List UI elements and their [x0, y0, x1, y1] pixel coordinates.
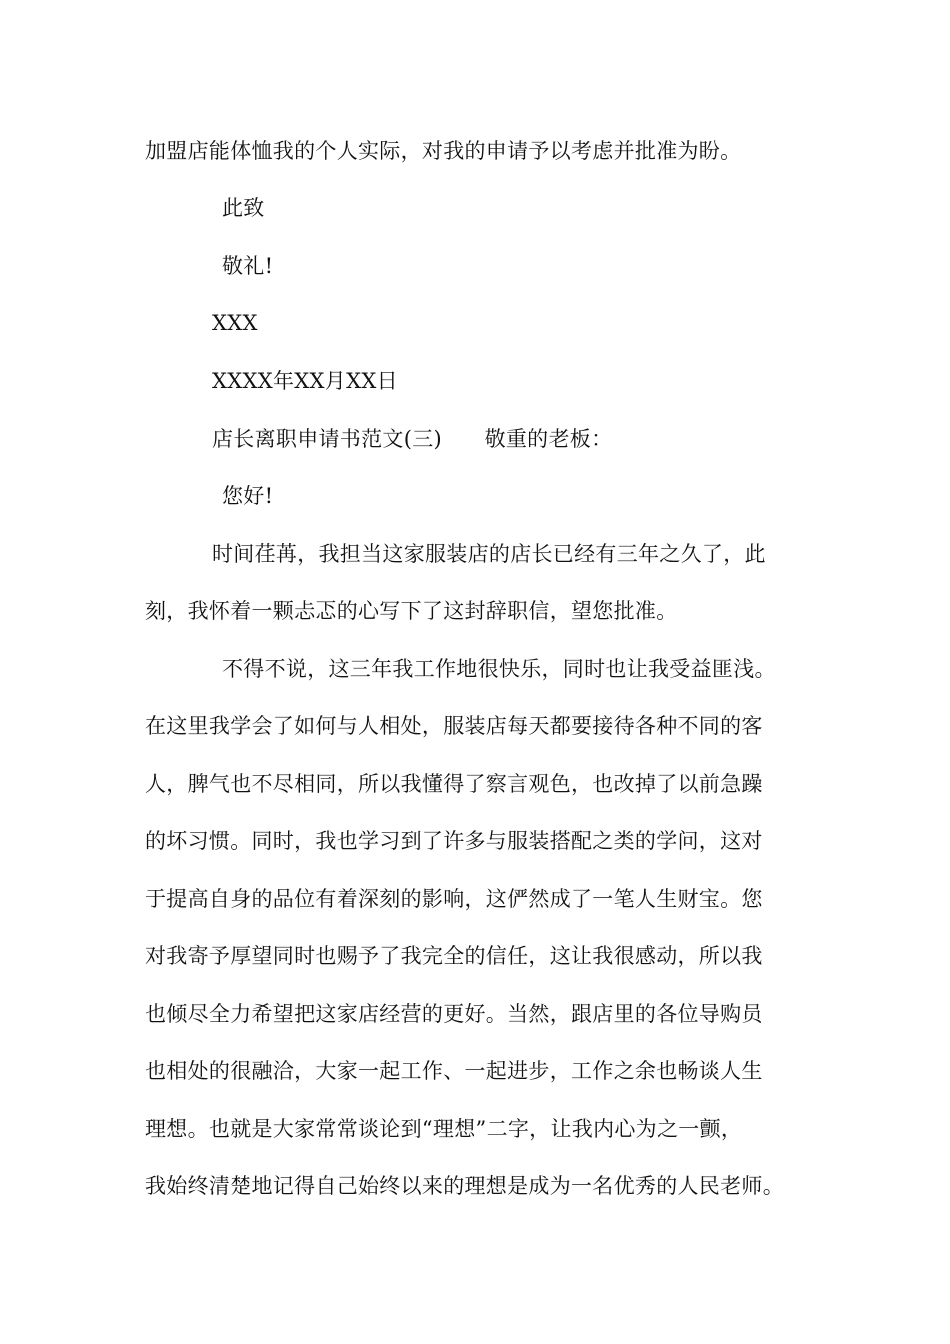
paragraph-line: 时间荏苒，我担当这家服装店的店长已经有三年之久了，此	[212, 542, 766, 566]
closing-salutation: 此致	[222, 196, 265, 220]
paragraph-line: 也相处的很融洽，大家一起工作、一起进步，工作之余也畅谈人生	[145, 1059, 763, 1083]
paragraph-line: 于提高自身的品位有着深刻的影响，这俨然成了一笔人生财宝。您	[145, 887, 763, 911]
signature-date: XXXX年XX月XX日	[212, 369, 398, 393]
paragraph-line: 也倾尽全力希望把这家店经营的更好。当然，跟店里的各位导购员	[145, 1002, 763, 1026]
paragraph-line: 不得不说，这三年我工作地很快乐，同时也让我受益匪浅。	[222, 657, 776, 681]
paragraph-line: 我始终清楚地记得自己始终以来的理想是成为一名优秀的人民老师。	[145, 1174, 784, 1198]
section-heading: 店长离职申请书范文(三) 敬重的老板：	[212, 427, 613, 451]
paragraph-line: 刻，我怀着一颗忐忑的心写下了这封辞职信，望您批准。	[145, 599, 678, 623]
paragraph-line: 加盟店能体恤我的个人实际，对我的申请予以考虑并批准为盼。	[145, 139, 742, 163]
paragraph-line: 理想。也就是大家常常谈论到“理想”二字，让我内心为之一颤，	[145, 1117, 743, 1141]
closing-regards: 敬礼!	[222, 254, 274, 278]
paragraph-line: 在这里我学会了如何与人相处，服装店每天都要接待各种不同的客	[145, 714, 763, 738]
paragraph-line: 对我寄予厚望同时也赐予了我完全的信任，这让我很感动，所以我	[145, 944, 763, 968]
paragraph-line: 人，脾气也不尽相同，所以我懂得了察言观色，也改掉了以前急躁	[145, 772, 763, 796]
paragraph-line: 的坏习惯。同时，我也学习到了许多与服装搭配之类的学问，这对	[145, 829, 763, 853]
greeting: 您好!	[222, 484, 274, 508]
signature-name: XXX	[212, 311, 258, 335]
